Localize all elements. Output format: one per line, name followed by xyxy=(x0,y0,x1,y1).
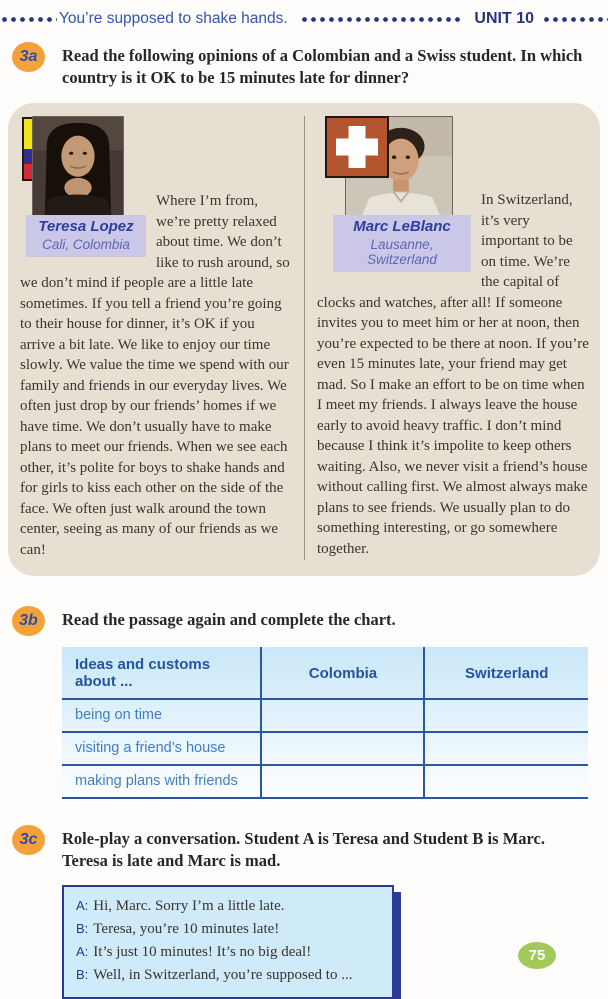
unit-subtitle: You’re supposed to shake hands. xyxy=(59,10,288,27)
row-label: being on time xyxy=(75,707,163,723)
table-row xyxy=(62,732,588,765)
answer-cell xyxy=(424,699,588,732)
student-name: Marc LeBlanc xyxy=(353,218,451,235)
answer-cell xyxy=(261,765,424,798)
dialogue-box xyxy=(62,885,394,999)
reading-panel xyxy=(8,103,600,576)
teresa-opinion-text: Where I’m from, we’re pretty relaxed about time. We don’t like to rush around, so we don’t mind if people are a little late sometimes. If you tell a friend you’re going to their house for dinner, it’s OK if you arrive a bit late. We like to enjoy our time slowly. We value the time we spend with our family and friends in our everyday lives. We often just drop by our friends’ homes if we have time. We don’t usually have to make plans to meet our friends. When we see each other, it’s polite for boys to shake hands and for girls to kiss each other on the side of the face. We often just walk around the town center, seeing as many of our friends as we can! xyxy=(20,193,290,558)
chart-table xyxy=(62,647,588,799)
dotted-line xyxy=(0,15,57,24)
dotted-line xyxy=(542,15,608,24)
task-3a-instruction: Read the following opinions of a Colombian and a Swiss student. In which country is it OK to be 15 minutes late for dinner? xyxy=(62,46,583,87)
dotted-line xyxy=(300,15,461,24)
column-header: Colombia xyxy=(261,647,424,699)
table-header-row xyxy=(62,647,588,699)
table-row xyxy=(62,699,588,732)
teresa-name-label xyxy=(26,215,146,257)
dialogue-line xyxy=(76,918,384,941)
dialogue-text: Well, in Switzerland, you’re supposed to ... xyxy=(93,967,353,983)
student-location: Lausanne, Switzerland xyxy=(367,237,437,267)
answer-cell xyxy=(424,765,588,798)
dialogue-text: It’s just 10 minutes! It’s no big deal! xyxy=(93,944,312,960)
section-3b xyxy=(0,606,608,636)
speaker-label: B: xyxy=(76,921,89,936)
student-location: Cali, Colombia xyxy=(42,237,130,252)
speaker-label: A: xyxy=(76,898,89,913)
task-badge-3a: 3a xyxy=(12,42,45,72)
marc-opinion-text: In Switzerland, it’s very important to be on time. We’re the capital of clocks and watches, after all! If someone invites you to meet him or her at noon, then you’re expected to be there at noon. If you’re even 15 minutes late, your friend may get mad. So I make an effort to be on time when I meet my friends. I always leave the house early to avoid heavy traffic. I don’t mind because I think it’s impolite to keep others waiting. Also, we never visit a friend’s house without calling first. We almost always make plans to see friends. We usually plan to do something interesting, or go somewhere together. xyxy=(317,192,589,557)
dialogue-line xyxy=(76,941,384,964)
section-3a xyxy=(0,42,608,89)
dialogue-text: Teresa, you’re 10 minutes late! xyxy=(93,921,280,937)
task-3c-instruction: Role-play a conversation. Student A is Teresa and Student B is Marc. Teresa is late and Marc is mad. xyxy=(62,829,545,870)
switzerland-flag-icon xyxy=(325,116,389,178)
column-header: Switzerland xyxy=(424,647,588,699)
page-number-badge: 75 xyxy=(518,942,556,969)
task-badge-3b: 3b xyxy=(12,606,45,636)
task-3b-instruction: Read the passage again and complete the chart. xyxy=(62,610,396,629)
answer-cell xyxy=(261,732,424,765)
row-label: making plans with friends xyxy=(75,773,238,789)
table-row xyxy=(62,765,588,798)
marc-name-label xyxy=(333,215,471,272)
section-3c xyxy=(0,825,608,872)
dialogue-line xyxy=(76,895,384,918)
teresa-portrait-stack xyxy=(26,116,146,257)
speaker-label: B: xyxy=(76,967,89,982)
student-name: Teresa Lopez xyxy=(38,218,134,235)
speaker-label: A: xyxy=(76,944,89,959)
teresa-column xyxy=(8,116,304,560)
page-header xyxy=(0,0,608,26)
teresa-photo-icon xyxy=(32,116,124,222)
row-label: visiting a friend’s house xyxy=(75,740,226,756)
answer-cell xyxy=(424,732,588,765)
marc-column xyxy=(304,116,600,560)
answer-cell xyxy=(261,699,424,732)
column-header: Ideas and customs about ... xyxy=(75,656,211,690)
task-badge-3c: 3c xyxy=(12,825,45,855)
unit-label: UNIT 10 xyxy=(474,10,534,27)
dialogue-text: Hi, Marc. Sorry I’m a little late. xyxy=(93,898,285,914)
